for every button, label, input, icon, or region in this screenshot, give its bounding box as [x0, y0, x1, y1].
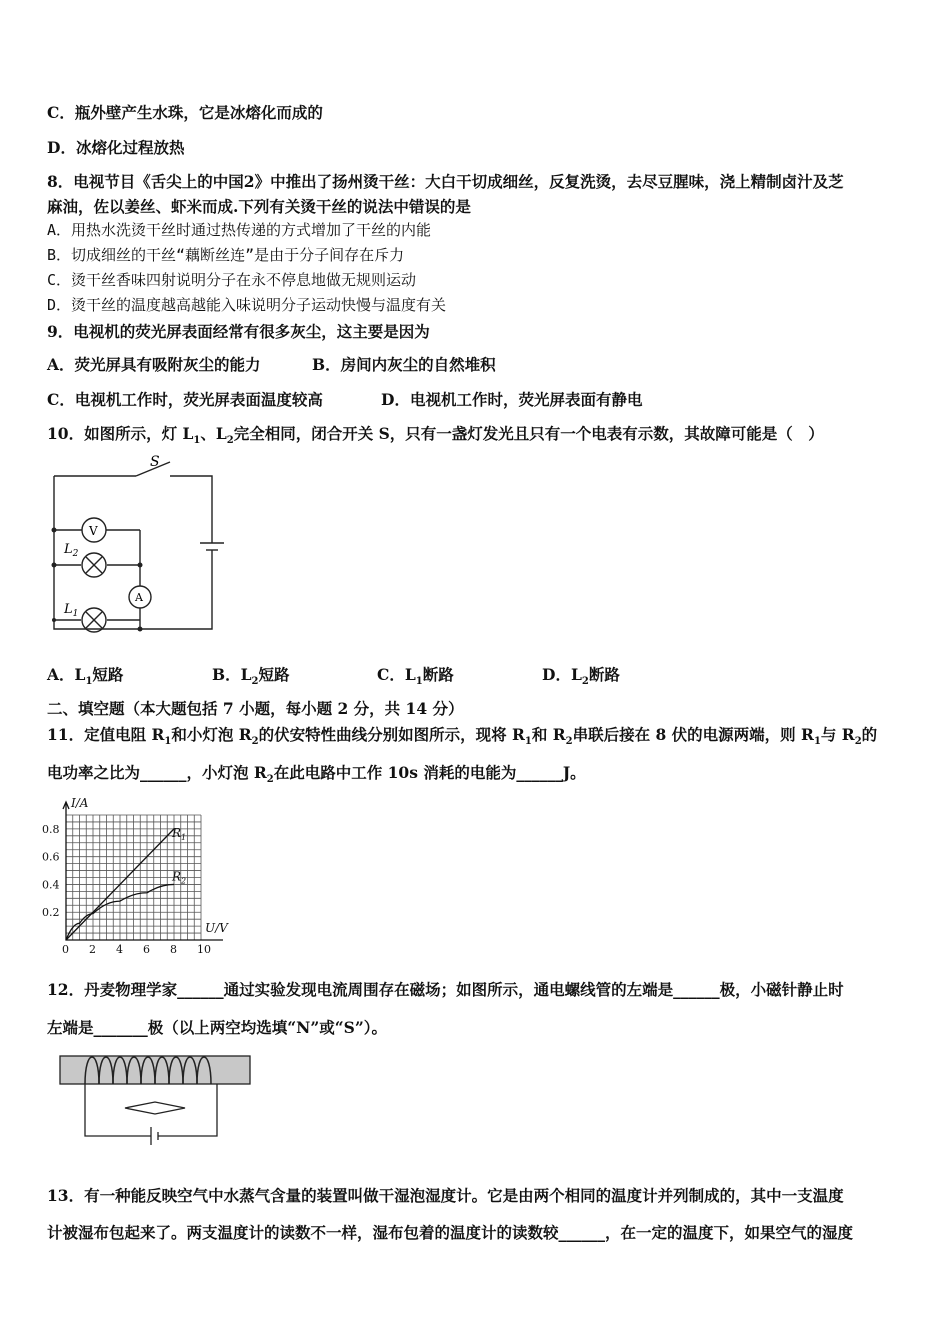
q9-stem: 9．电视机的荧光屏表面经常有很多灰尘，这主要是因为	[47, 322, 430, 341]
x-tick-label: 6	[143, 943, 150, 955]
x-tick-label: 8	[170, 943, 177, 955]
q11-stem-line1: 11．定值电阻 $R_1$和小灯泡 $R_2$的伏安特性曲线分别如图所示，现将 $R_1$和 $R_2$串联后接在 8 伏的电源两端，则 $R_1$与 $R_2$的	[47, 725, 878, 748]
q11-stem-line2: 电功率之比为______，小灯泡 $R_2$在此电路中工作 10s 消耗的电能为______J。	[47, 763, 586, 786]
q8-option-b: B．切成细丝的干丝“藕断丝连”是由于分子间存在斥力	[47, 246, 405, 264]
y-tick-label: 0.6	[42, 850, 60, 864]
q8-stem-line1: 8．电视节目《舌尖上的中国2》中推出了扬州烫干丝：大白干切成细丝，反复洗烫，去尽豆腥味，浇上精制卤汁及芝	[47, 172, 844, 191]
q9-options-row1	[47, 353, 496, 375]
q9-option-c: C．电视机工作时，荧光屏表面温度较高	[47, 390, 323, 409]
ammeter-label: A	[135, 591, 143, 604]
wire-right	[158, 1084, 217, 1136]
q10-option-d: D．$L_2$断路	[542, 665, 620, 688]
compass-needle	[125, 1102, 185, 1114]
section-heading: 二、填空题（本大题包括 7 小题，每小题 2 分，共 14 分）	[47, 699, 464, 718]
q7-option-d: D．冰熔化过程放热	[47, 138, 185, 157]
x-tick-label: 0	[62, 943, 69, 955]
series-label-R1: $R_1$	[172, 825, 187, 842]
q10-stem: 10．如图所示，灯 $L_1$、$L_2$完全相同，闭合开关 S，只有一盏灯发光且只有一个电表有示数，其故障可能是（ ）	[47, 424, 824, 447]
q9-option-b: B．房间内灰尘的自然堆积	[312, 355, 496, 374]
switch-label: S	[150, 454, 160, 470]
x-tick-label: 4	[116, 943, 123, 955]
x-tick-label: 2	[89, 943, 96, 955]
series-label-R2: $R_2$	[172, 869, 187, 886]
y-tick-label: 0.4	[42, 878, 60, 892]
q8-option-d: D．烫干丝的温度越高越能入味说明分子运动快慢与温度有关	[47, 296, 447, 314]
q10-circuit-diagram	[40, 450, 240, 650]
q12-stem-line1: 12．丹麦物理学家______通过实验发现电流周围存在磁场；如图所示，通电螺线管的左端是______极，小磁针静止时	[47, 980, 844, 999]
q12-solenoid-diagram	[55, 1048, 260, 1148]
q11-iv-chart	[40, 795, 235, 955]
lamp1-label: $L_1$	[64, 602, 79, 619]
q10-option-b: B．$L_2$短路	[212, 665, 290, 688]
x-tick-label: 10	[197, 943, 211, 955]
q9-option-d: D．电视机工作时，荧光屏表面有静电	[381, 390, 643, 409]
y-tick-label: 0.8	[42, 822, 60, 836]
q10-option-a: A．$L_1$短路	[47, 665, 124, 688]
q8-stem-line2: 麻油，佐以姜丝、虾米而成.下列有关烫干丝的说法中错误的是	[47, 197, 471, 216]
q9-option-a: A．荧光屏具有吸附灰尘的能力	[47, 355, 261, 374]
q13-stem-line1: 13．有一种能反映空气中水蒸气含量的装置叫做干湿泡湿度计。它是由两个相同的温度计并列制成的，其中一支温度	[47, 1186, 844, 1205]
q12-stem-line2: 左端是_______极（以上两空均选填“N”或“S”）。	[47, 1018, 388, 1037]
q9-options-row2	[47, 388, 642, 410]
q10-option-c: C．$L_1$断路	[377, 665, 454, 688]
wire-top-right	[170, 476, 212, 543]
wire-left	[85, 1084, 151, 1136]
q8-option-a: A．用热水洗烫干丝时通过热传递的方式增加了干丝的内能	[47, 221, 432, 239]
lamp2-label: $L_2$	[64, 542, 79, 559]
x-axis-label: U/V	[205, 921, 228, 935]
y-axis-label: I/A	[71, 796, 89, 810]
y-tick-label: 0.2	[42, 906, 60, 920]
q10-options	[47, 663, 620, 687]
q8-option-c: C．烫干丝香味四射说明分子在永不停息地做无规则运动	[47, 271, 417, 289]
q13-stem-line2: 计被湿布包起来了。两支温度计的读数不一样，湿布包着的温度计的读数较______，在一定的温度下，如果空气的湿度	[47, 1223, 854, 1242]
q7-option-c: C．瓶外壁产生水珠，它是冰熔化而成的	[47, 103, 323, 122]
voltmeter-label: V	[89, 524, 98, 538]
